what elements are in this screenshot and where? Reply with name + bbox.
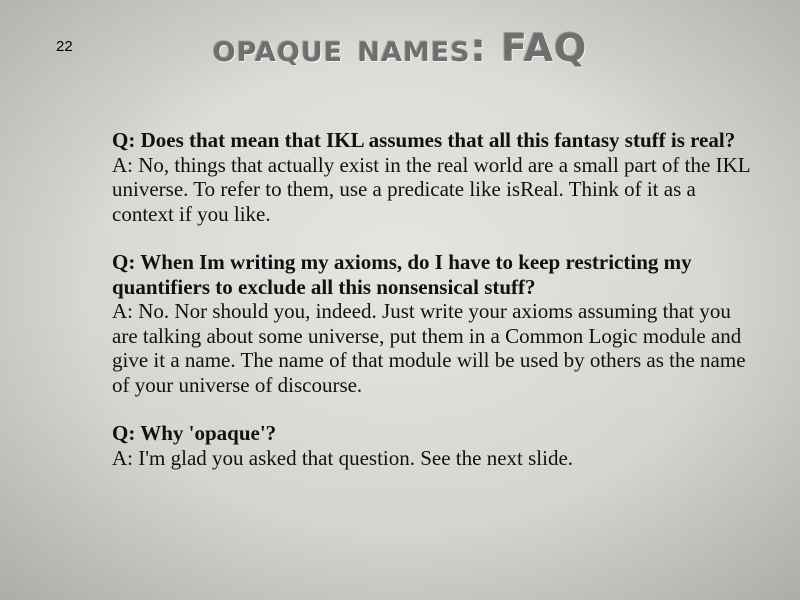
faq-question: Q: Does that mean that IKL assumes that all this fantasy stuff is real? (112, 128, 736, 152)
slide-title (0, 26, 800, 70)
faq-list (112, 128, 752, 494)
faq-item (112, 421, 752, 470)
faq-answer: A: No, things that actually exist in the real world are a small part of the IKL universe. To refer to them, use a predicate like isReal. Think of it as a context if you like. (112, 152, 750, 226)
faq-item (112, 250, 752, 397)
faq-question: Q: When Im writing my axioms, do I have to keep restricting my quantifiers to exclude all this nonsensical stuff? (112, 250, 692, 299)
slide-number: 22 (56, 38, 73, 55)
slide-title-suffix: : FAQ (470, 26, 588, 70)
faq-answer: A: No. Nor should you, indeed. Just write your axioms assuming that you are talking about some universe, put them in a Common Logic module and give it a name. The name of that module will be used by others as the name of your universe of discourse. (112, 299, 746, 397)
faq-answer: A: I'm glad you asked that question. See the next slide. (112, 445, 574, 470)
faq-item (112, 128, 752, 226)
faq-question: Q: Why 'opaque'? (112, 421, 277, 445)
slide-title-main: opaque names (212, 26, 471, 70)
